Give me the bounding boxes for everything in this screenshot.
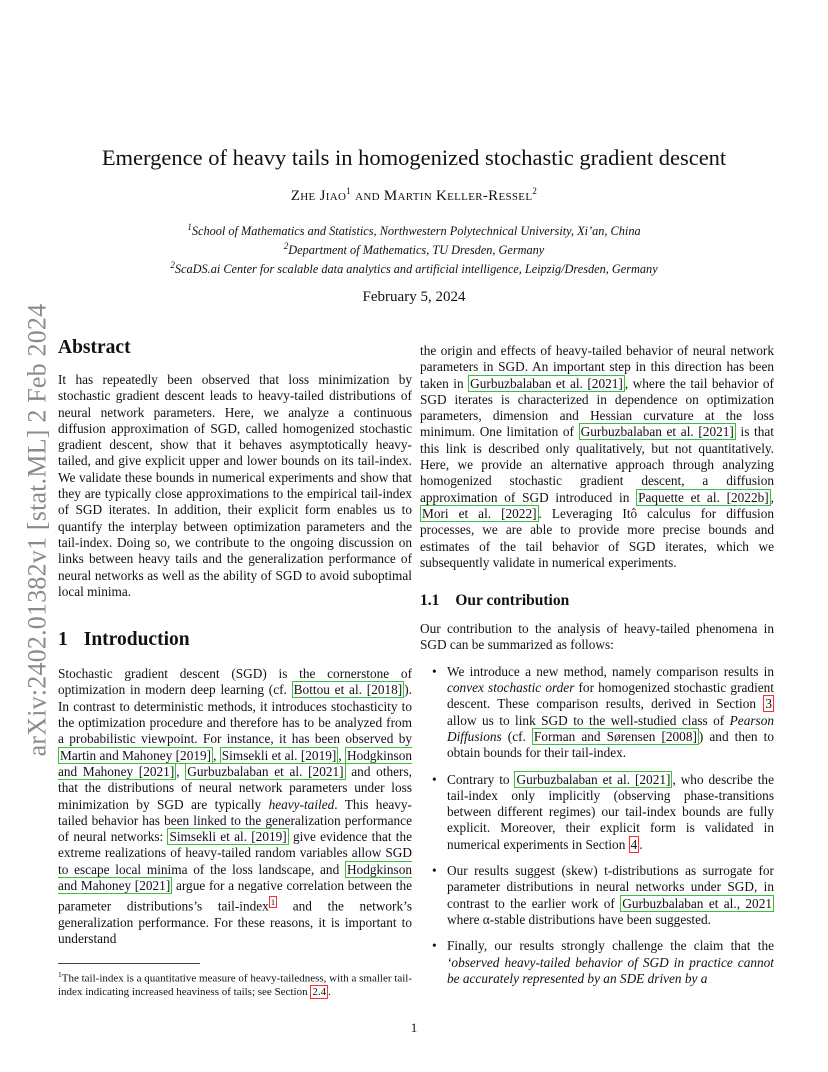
intro-text: , <box>176 763 186 779</box>
list-text: for homogenized stochastic gradient descent. These comparison results, derived in Section <box>447 680 775 712</box>
intro-text: Stochastic gradient descent (SGD) is the cornerstone of optimization in modern deep learning (cf. <box>58 666 412 698</box>
bullet-icon: • <box>432 863 437 879</box>
list-text: allow us to link SGD to the well-studied class of <box>447 712 730 728</box>
section-heading-introduction <box>58 628 412 652</box>
intro-text: give evidence that the extreme realizations of heavy-tailed random variables allow SGD to escape local minima of the loss landscape, and <box>58 829 413 877</box>
section-ref-link[interactable]: 4 <box>630 836 638 852</box>
subsection-number: 1.1 <box>420 592 440 610</box>
affiliation-2 <box>60 239 768 258</box>
intro-continued-paragraph <box>420 343 774 571</box>
list-text: (cf. <box>501 728 532 744</box>
footnote-rule <box>58 963 200 964</box>
publication-date: February 5, 2024 <box>362 289 466 305</box>
body-text: is that this link is described only qualitatively, but not quantitatively. Here, we provide an alternative approach through analyzing homogenized stochastic gradient descent, a diffusion approximation of SGD introduced in <box>420 424 774 505</box>
page-number: 1 <box>410 1020 418 1035</box>
intro-text: , <box>213 747 220 763</box>
intro-text: and the network’s generalization performance. For these reasons, it is important to understand <box>58 898 412 947</box>
body-text: , where the tail behavior of SGD iterates is characterized in dependence on optimization parameters, dimension and Hessian curvature at the loss minimum. One limitation of <box>420 375 774 440</box>
footnote-link[interactable]: 1 <box>270 897 276 908</box>
body-text: , <box>770 489 774 505</box>
arxiv-stamp-text: arXiv:2402.01382v1 [stat.ML] 2 Feb 2024 <box>22 303 51 757</box>
list-text: , who describe the tail-index only implicitly (observing phase-transitions between different regimes) our tail-index bounds are fully explicit. Moreover, their explicit form is validated in numerical experiments in Section <box>447 771 774 852</box>
intro-text: , <box>338 747 345 763</box>
contribution-list <box>420 664 774 987</box>
authors <box>60 186 768 205</box>
citation-link[interactable]: Martin and Mahoney [2019] <box>60 747 212 763</box>
list-emphasis: Pearson Diffusions <box>447 712 774 744</box>
citation-link[interactable]: Forman and Sørensen [2008] <box>533 728 697 744</box>
affiliation-2-text: Department of Mathematics, TU Dresden, Germany <box>288 243 545 258</box>
affiliation-1-text: School of Mathematics and Statistics, Northwestern Polytechnical University, Xi’an, China <box>191 224 641 239</box>
intro-text: ). In contrast to deterministic methods, it introduces stochasticity to the optimization procedure and therefore has to be analyzed from a probabilistic viewpoint. For instance, it has been observed by <box>58 682 412 747</box>
affiliation-3-text: ScaDS.ai Center for scalable data analytics and artificial intelligence, Leipzig/Dresden, Germany <box>174 262 658 277</box>
bullet-icon: • <box>432 663 437 679</box>
author-1: Zhe Jiao <box>290 188 347 204</box>
affiliation-3-sup: 2 <box>170 260 175 271</box>
intro-text: argue for a negative correlation between the parameter distributions’s tail-index <box>58 878 412 914</box>
citation-link[interactable]: Hodgkinson and Mahoney [2021] <box>58 747 412 779</box>
citation-link[interactable]: Simsekli et al. [2019] <box>169 829 287 845</box>
list-text: where α-stable distributions have been suggested. <box>447 911 711 927</box>
affiliation-2-sup: 2 <box>283 241 289 252</box>
abstract-text: It has repeatedly been observed that loss minimization by stochastic gradient descent leads to heavy-tailed distributions of neural network parameters. Here, we analyze a continuous diffusion approximation of SGD, called homogenized stochastic gradient descent, show that it behaves asymptotically heavy-tailed, and give explicit upper and lower bounds on its tail-index. We validate these bounds in numerical experiments and show that they are typically close approximations to the empirical tail-index of SGD iterates. In addition, their explicit form enables us to quantify the interplay between optimization parameters and the tail-index. Doing so, we contribute to the ongoing discussion on links between heavy tails and the generalization performance of neural networks as well as the ability of SGD to avoid suboptimal local minima. <box>58 372 412 599</box>
list-item <box>420 664 774 762</box>
intro-paragraph <box>58 666 412 947</box>
list-emphasis: convex stochastic order <box>447 680 575 696</box>
intro-text: and others, that the distributions of neural network parameters under loss minimization by SGD are typically <box>58 763 412 812</box>
author-1-affil: 1 <box>346 186 352 196</box>
bullet-icon: • <box>432 771 437 787</box>
citation-link[interactable]: Gurbuzbalaban et al. [2021] <box>470 375 623 391</box>
intro-emphasis: heavy-tailed <box>268 796 335 812</box>
affiliations <box>60 220 768 277</box>
arxiv-stamp <box>14 290 60 770</box>
affiliation-1 <box>60 220 768 239</box>
list-emphasis: ‘observed heavy-tailed behavior of SGD in practice cannot be accurately represented by an SDE driven by a <box>447 954 774 986</box>
section-ref-link[interactable]: 3 <box>765 696 772 712</box>
citation-link[interactable]: Gurbuzbalaban et al. [2021] <box>516 771 671 787</box>
body-text: the origin and effects of heavy-tailed behavior of neural network parameters in SGD. An important step in this direction has been taken in <box>420 343 774 391</box>
abstract-heading: Abstract <box>58 337 131 358</box>
author-2: Martin Keller-Ressel <box>383 188 533 204</box>
list-text: Our results suggest (skew) t-distributions as surrogate for parameter distributions in neural networks under SGD, in contrast to the earlier work of <box>447 863 774 911</box>
citation-link[interactable]: Gurbuzbalaban et al., 2021 <box>622 895 772 911</box>
list-text: We introduce a new method, namely comparison results in <box>447 663 774 679</box>
footnote-text: The tail-index is a quantitative measure of heavy-tailedness, with a smaller tail-index indicating increased heaviness of tails; see Section <box>58 972 412 999</box>
citation-link[interactable]: Gurbuzbalaban et al. [2021] <box>187 763 344 779</box>
subsection-title: Our contribution <box>455 592 570 610</box>
section-ref-link[interactable]: 2.4 <box>312 986 327 999</box>
affiliation-3 <box>60 258 768 277</box>
affiliation-1-sup: 1 <box>187 222 192 232</box>
paper-title: Emergence of heavy tails in homogenized stochastic gradient descent <box>101 145 727 170</box>
author-conjunction: and <box>355 188 380 204</box>
list-item <box>420 863 774 928</box>
author-2-affil: 2 <box>532 186 538 196</box>
bullet-icon: • <box>432 938 437 954</box>
citation-link[interactable]: Simsekli et al. [2019] <box>221 747 337 763</box>
list-text: Finally, our results strongly challenge the claim that the <box>447 938 774 954</box>
citation-link[interactable]: Mori et al. [2022] <box>422 505 537 521</box>
subsection-heading-contribution <box>420 591 774 611</box>
citation-link[interactable]: Hodgkinson and Mahoney [2021] <box>58 861 412 894</box>
list-item <box>420 772 774 853</box>
citation-link[interactable]: Bottou et al. [2018] <box>293 682 403 698</box>
list-item <box>420 938 774 987</box>
section-number: 1 <box>58 629 68 651</box>
body-text: . Leveraging Itô calculus for diffusion processes, we are able to provide more precise bounds and estimates of the tail behavior of SGD iterates, which we subsequently validate in numerical experiments. <box>420 505 774 570</box>
section-title: Introduction <box>83 629 190 651</box>
right-column <box>420 343 774 987</box>
left-column <box>58 336 412 948</box>
list-text: Contrary to <box>447 771 515 787</box>
footnote <box>58 968 412 1000</box>
contribution-intro: Our contribution to the analysis of heavy-tailed phenomena in SGD can be summarized as follows: <box>420 621 774 653</box>
list-text: ) and then to obtain bounds for their tail-index. <box>447 728 774 761</box>
citation-link[interactable]: Paquette et al. [2022b] <box>638 489 769 505</box>
list-text: . <box>639 836 643 852</box>
intro-text: . This heavy-tailed behavior has been linked to the generalization performance of neural networks: <box>58 796 412 845</box>
footnote-number: 1 <box>58 970 62 979</box>
citation-link[interactable]: Gurbuzbalaban et al. [2021] <box>580 424 734 440</box>
footnote-text: . <box>328 986 331 999</box>
